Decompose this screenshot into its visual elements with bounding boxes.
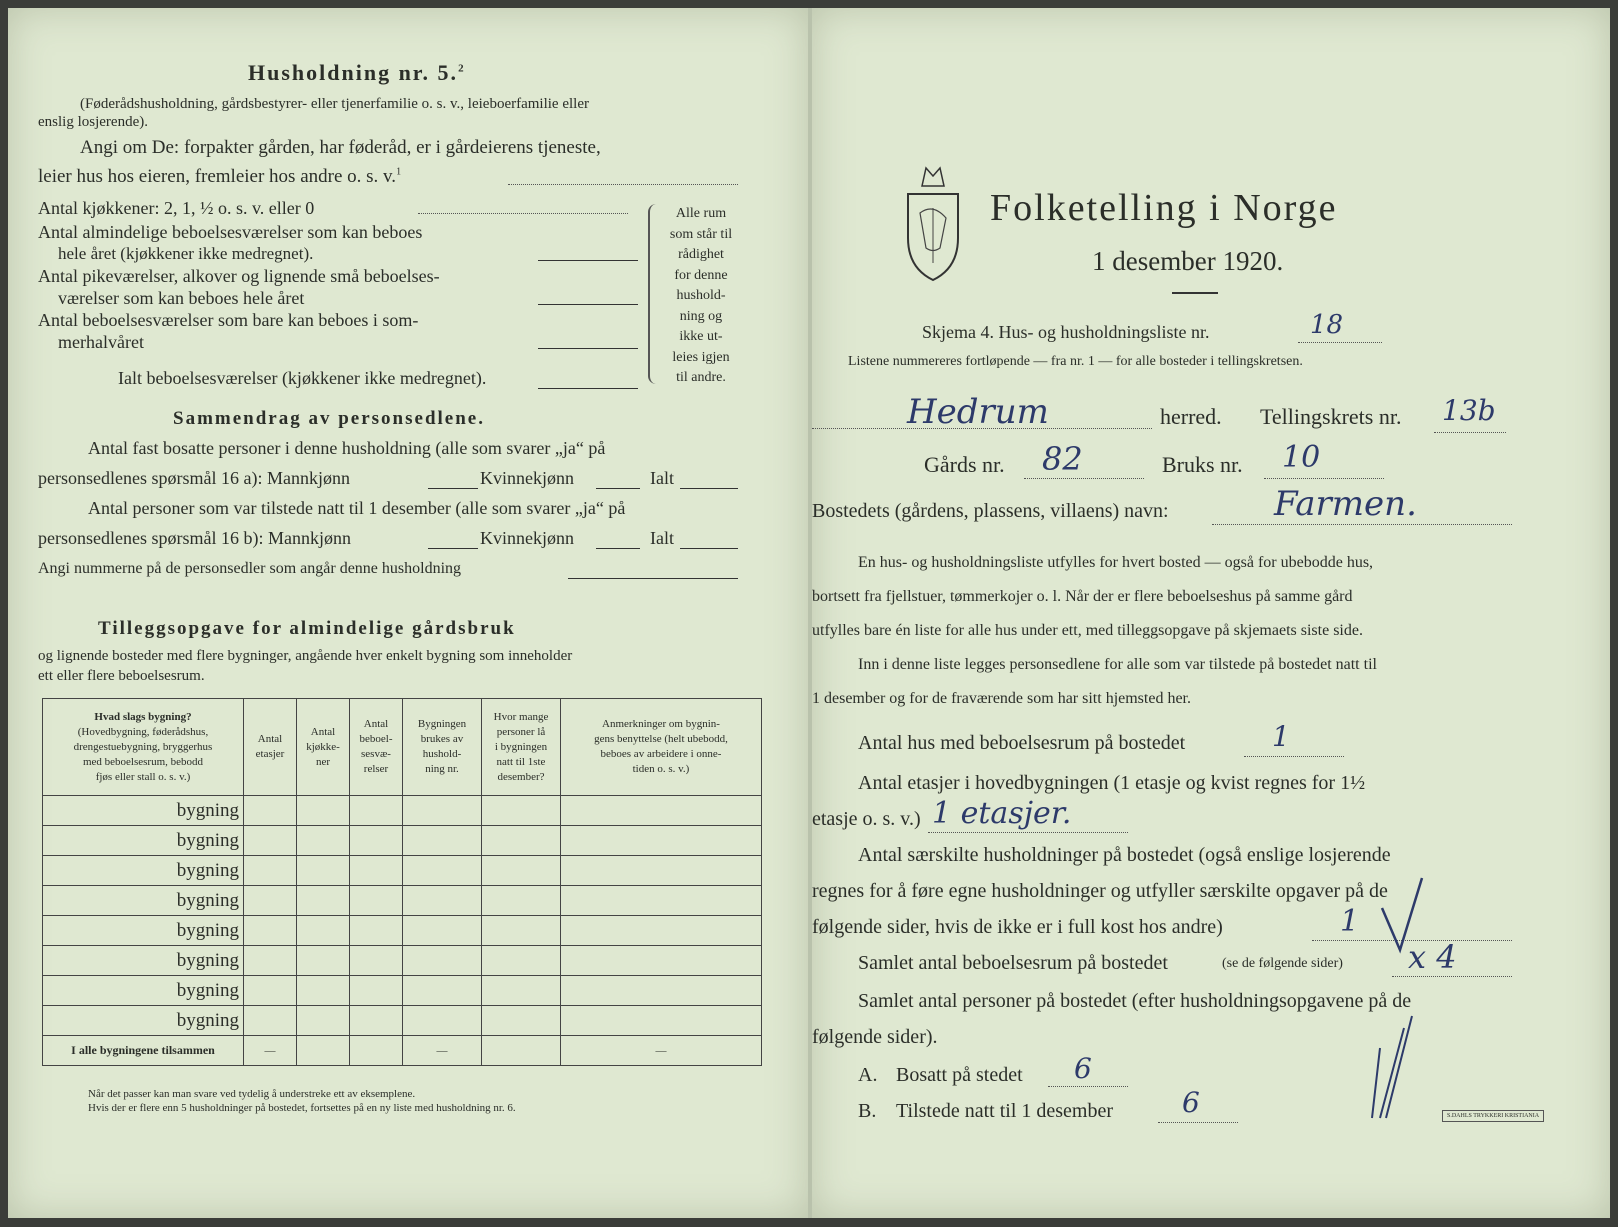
census-date: 1 desember 1920. xyxy=(1092,246,1284,276)
cell[interactable] xyxy=(350,946,403,976)
total-cell[interactable] xyxy=(297,1036,350,1066)
building-table xyxy=(42,698,762,1066)
cell[interactable] xyxy=(297,1006,350,1036)
herred-line xyxy=(812,428,1152,429)
listene-note: Listene nummereres fortløpende — fra nr. 1 — for alle bosteder i tellingskretsen. xyxy=(848,354,1303,369)
table-row xyxy=(43,826,762,856)
etasjer-line-1: Antal etasjer i hovedbygningen (1 etasje og kvist regnes for 1½ xyxy=(858,772,1366,794)
table-row xyxy=(43,946,762,976)
tellingskrets-line xyxy=(1434,432,1506,433)
footnote-1: Når det passer kan man svare ved tydelig å understreke ett av eksemplene. xyxy=(88,1088,416,1100)
bruks-label: Bruks nr. xyxy=(1162,452,1243,477)
table-row xyxy=(43,886,762,916)
cell[interactable] xyxy=(403,976,482,1006)
kvinne-label: Kvinnekjønn xyxy=(480,468,574,488)
cell[interactable] xyxy=(403,796,482,826)
cell[interactable] xyxy=(350,1006,403,1036)
tilstede-kvinne-line[interactable] xyxy=(596,548,640,549)
angi-numbers: Angi nummerne på de personsedler som angår denne husholdning xyxy=(38,560,462,577)
bruks-value[interactable]: 10 xyxy=(1282,440,1321,475)
tilstede-mann-line[interactable] xyxy=(428,548,478,549)
check-marks-icon xyxy=(1352,868,1472,1128)
cell[interactable] xyxy=(244,946,297,976)
table-row xyxy=(43,976,762,1006)
table-row xyxy=(43,1006,762,1036)
ialt-label-2: Ialt xyxy=(650,528,674,548)
gards-value[interactable]: 82 xyxy=(1042,440,1083,478)
row-label: bygning xyxy=(43,976,244,1006)
cell[interactable] xyxy=(403,946,482,976)
q-kitchens: Antal kjøkkener: 2, 1, ½ o. s. v. eller 0 xyxy=(38,198,315,218)
total-cell[interactable] xyxy=(350,1036,403,1066)
q-total-rooms: Ialt beboelsesværelser (kjøkkener ikke medregnet). xyxy=(118,368,487,388)
bosted-label: Bostedets (gårdens, plassens, villaens) navn: xyxy=(812,500,1169,522)
row-label: bygning xyxy=(43,886,244,916)
tilstede-value[interactable]: 6 xyxy=(1182,1086,1200,1119)
cell[interactable] xyxy=(561,826,762,856)
cell[interactable] xyxy=(561,946,762,976)
bosatt-label: Bosatt på stedet xyxy=(896,1064,1023,1086)
q-small-rooms-2: værelser som kan beboes hele året xyxy=(58,288,305,308)
coat-of-arms-icon xyxy=(900,158,966,288)
tellingskrets-label: Tellingskrets nr. xyxy=(1260,404,1402,429)
herred-value[interactable]: Hedrum xyxy=(907,392,1049,432)
summer-rooms-answer-line[interactable] xyxy=(538,348,638,349)
cell[interactable] xyxy=(297,976,350,1006)
total-cell[interactable] xyxy=(482,1036,561,1066)
total-cell[interactable]: — xyxy=(403,1036,482,1066)
herred-label: herred. xyxy=(1160,404,1222,429)
cell[interactable] xyxy=(350,796,403,826)
cell[interactable] xyxy=(403,916,482,946)
col-remarks: Anmerkninger om bygnin- gens benyttelse (helt ubebodd, beboes av arbeidere i onne- tiden o. s. v.) xyxy=(561,699,762,796)
personer-line-1: Samlet antal personer på bostedet (efter husholdningsopgavene på de xyxy=(858,990,1412,1012)
summary-title: Sammendrag av personsedlene. xyxy=(173,408,485,429)
household-title: Husholdning nr. 5.$^2$ xyxy=(248,60,464,85)
angi-line-2: leier hus hos eieren, fremleier hos andre o. s. v.$^1$ xyxy=(38,166,402,187)
cell[interactable] xyxy=(482,1006,561,1036)
para-1: En hus- og husholdningsliste utfylles for hvert bosted — også for ubebodde hus, xyxy=(858,554,1374,571)
table-row xyxy=(43,916,762,946)
bosatte-ialt-line[interactable] xyxy=(680,488,738,489)
cell[interactable] xyxy=(403,856,482,886)
para-3: utfylles bare én liste for alle hus under ett, med tilleggsopgave på skjemaets siste side. xyxy=(812,622,1363,639)
side-note: Alle rum som står til rådighet for denne hushold- ning og ikke ut- leies igjen til andre. xyxy=(669,206,733,385)
divider xyxy=(1172,292,1218,294)
husholdninger-line-2: regnes for å føre egne husholdninger og utfyller særskilte opgaver på de xyxy=(812,880,1388,902)
cell[interactable] xyxy=(561,976,762,1006)
cell[interactable] xyxy=(482,886,561,916)
q-small-rooms: Antal pikeværelser, alkover og lignende små beboelses- xyxy=(38,266,440,286)
rum-label: Samlet antal beboelsesrum på bostedet xyxy=(858,952,1168,974)
tillegg-line-2: ett eller flere beboelsesrum. xyxy=(38,668,205,684)
row-label: bygning xyxy=(43,946,244,976)
col-building-type: Hvad slags bygning? (Hovedbygning, føderådshus, drengestuebygning, bryggerhus med beboelsesrum, bebodd fjøs eller stall o. s. v.) xyxy=(43,699,244,796)
cell[interactable] xyxy=(403,1006,482,1036)
list-number-line xyxy=(1298,342,1382,343)
col-kitchens: Antal kjøkke- ner xyxy=(297,699,350,796)
cell[interactable] xyxy=(297,856,350,886)
footnote-2: Hvis der er flere enn 5 husholdninger på bostedet, fortsettes på en ny liste med husholdning nr. 6. xyxy=(88,1102,516,1114)
bosatt-line xyxy=(1048,1086,1128,1087)
cell[interactable] xyxy=(350,826,403,856)
cell[interactable] xyxy=(561,1006,762,1036)
cell[interactable] xyxy=(350,886,403,916)
tillegg-title: Tilleggsopgave for almindelige gårdsbruk xyxy=(98,618,516,639)
q-rooms-2: hele året (kjøkkener ikke medregnet). xyxy=(58,244,314,263)
rum-note: (se de følgende sider) xyxy=(1222,956,1343,971)
bosted-value[interactable]: Farmen. xyxy=(1274,484,1417,524)
table-header-row xyxy=(43,699,762,796)
tilstede-ialt-line[interactable] xyxy=(680,548,738,549)
cell[interactable] xyxy=(244,856,297,886)
husholdninger-line-1: Antal særskilte husholdninger på bostedet (også enslige losjerende xyxy=(858,844,1391,866)
cell[interactable] xyxy=(297,886,350,916)
bruks-line xyxy=(1264,478,1384,479)
cell[interactable] xyxy=(482,976,561,1006)
q-rooms: Antal almindelige beboelsesværelser som kan beboes xyxy=(38,222,423,242)
summary-line-4: personsedlenes spørsmål 16 b): Mannkjønn xyxy=(38,528,351,548)
summary-line-2: personsedlenes spørsmål 16 a): Mannkjønn xyxy=(38,468,350,488)
cell[interactable] xyxy=(482,946,561,976)
cell[interactable] xyxy=(297,946,350,976)
hus-value[interactable]: 1 xyxy=(1272,720,1290,753)
hus-label: Antal hus med beboelsesrum på bostedet xyxy=(858,732,1186,754)
cell[interactable] xyxy=(482,826,561,856)
cell[interactable] xyxy=(561,886,762,916)
para-4: Inn i denne liste legges personsedlene for alle som var tilstede på bostedet natt til xyxy=(858,656,1377,673)
total-rooms-answer-line[interactable] xyxy=(538,388,638,389)
total-cell[interactable]: — xyxy=(561,1036,762,1066)
cell[interactable] xyxy=(297,916,350,946)
cell[interactable] xyxy=(403,826,482,856)
cell[interactable] xyxy=(561,916,762,946)
col-rooms: Antal beboel- sesvæ- relser xyxy=(350,699,403,796)
ialt-label: Ialt xyxy=(650,468,674,488)
kitchens-answer-line[interactable] xyxy=(418,213,628,214)
table-row xyxy=(43,796,762,826)
skjema-label: Skjema 4. Hus- og husholdningsliste nr. xyxy=(922,322,1210,342)
cell[interactable] xyxy=(297,796,350,826)
household-intro-2: enslig losjerende). xyxy=(38,114,148,130)
cell[interactable] xyxy=(482,916,561,946)
bosted-line xyxy=(1212,524,1512,525)
angi-answer-line[interactable] xyxy=(508,184,738,185)
summary-line-1: Antal fast bosatte personer i denne husholdning (alle som svarer „ja“ på xyxy=(88,438,606,458)
angi-line-1: Angi om De: forpakter gården, har føderåd, er i gårdeierens tjeneste, xyxy=(80,137,601,158)
row-label: bygning xyxy=(43,856,244,886)
q-summer-rooms: Antal beboelsesværelser som bare kan beboes i som- xyxy=(38,310,419,330)
list-number-value[interactable]: 18 xyxy=(1310,310,1344,340)
total-label: I alle bygningene tilsammen xyxy=(43,1036,244,1066)
row-label: bygning xyxy=(43,916,244,946)
cell[interactable] xyxy=(244,886,297,916)
gards-line xyxy=(1024,478,1144,479)
printer-stamp: S.DAHLS TRYKKERI KRISTIANIA xyxy=(1442,1110,1544,1122)
cell[interactable] xyxy=(350,916,403,946)
bosatt-value[interactable]: 6 xyxy=(1074,1052,1092,1085)
summary-line-3: Antal personer som var tilstede natt til 1 desember (alle som svarer „ja“ på xyxy=(88,498,626,518)
table-total-row xyxy=(43,1036,762,1066)
cell[interactable] xyxy=(350,856,403,886)
kvinne-label-2: Kvinnekjønn xyxy=(480,528,574,548)
cell[interactable] xyxy=(561,856,762,886)
q-summer-rooms-2: merhalvåret xyxy=(58,332,144,352)
para-2: bortsett fra fjellstuer, tømmerkojer o. l. Når der er flere beboelseshus på samme gård xyxy=(812,588,1353,605)
rooms-answer-line[interactable] xyxy=(538,260,638,261)
bosatte-kvinne-line[interactable] xyxy=(596,488,640,489)
para-5: 1 desember og for de fraværende som har sitt hjemsted her. xyxy=(812,690,1191,707)
cell[interactable] xyxy=(403,886,482,916)
row-label: bygning xyxy=(43,1006,244,1036)
tilstede-line xyxy=(1158,1122,1238,1123)
tellingskrets-value[interactable]: 13b xyxy=(1442,394,1496,427)
cell[interactable] xyxy=(350,976,403,1006)
a-label: A. xyxy=(858,1064,878,1086)
rum-value[interactable]: x 4 xyxy=(1408,938,1457,976)
cell[interactable] xyxy=(244,1006,297,1036)
cell[interactable] xyxy=(244,826,297,856)
tilstede-label: Tilstede natt til 1 desember xyxy=(896,1100,1114,1122)
small-rooms-answer-line[interactable] xyxy=(538,304,638,305)
b-label: B. xyxy=(858,1100,877,1122)
numbers-answer-line[interactable] xyxy=(568,578,738,579)
cell[interactable] xyxy=(244,976,297,1006)
total-cell[interactable]: — xyxy=(244,1036,297,1066)
census-title: Folketelling i Norge xyxy=(990,187,1338,229)
husholdninger-value[interactable]: 1 xyxy=(1340,904,1360,939)
cell[interactable] xyxy=(244,916,297,946)
row-label: bygning xyxy=(43,826,244,856)
cell[interactable] xyxy=(244,796,297,826)
etasjer-value[interactable]: 1 etasjer. xyxy=(932,796,1072,831)
husholdninger-line-3: følgende sider, hvis de ikke er i full kost hos andre) xyxy=(812,916,1223,938)
right-page xyxy=(812,8,1610,1218)
left-page xyxy=(8,8,808,1218)
table-row xyxy=(43,856,762,886)
hus-line xyxy=(1244,756,1344,757)
cell[interactable] xyxy=(297,826,350,856)
etasjer-line-2: etasje o. s. v.) xyxy=(812,808,921,830)
row-label: bygning xyxy=(43,796,244,826)
cell[interactable] xyxy=(482,856,561,886)
cell[interactable] xyxy=(561,796,762,826)
household-intro: (Føderådshusholdning, gårdsbestyrer- eller tjenerfamilie o. s. v., leieboerfamilie eller xyxy=(80,96,589,112)
col-persons: Hvor mange personer lå i bygningen natt til 1ste desember? xyxy=(482,699,561,796)
tillegg-line-1: og lignende bosteder med flere bygninger, angående hver enkelt bygning som inneholder xyxy=(38,648,573,664)
personer-line-2: følgende sider). xyxy=(812,1026,938,1048)
col-household-nr: Bygningen brukes av hushold- ning nr. xyxy=(403,699,482,796)
gards-label: Gårds nr. xyxy=(924,452,1005,477)
bosatte-mann-line[interactable] xyxy=(428,488,478,489)
col-floors: Antal etasjer xyxy=(244,699,297,796)
cell[interactable] xyxy=(482,796,561,826)
etasjer-line xyxy=(928,832,1128,833)
